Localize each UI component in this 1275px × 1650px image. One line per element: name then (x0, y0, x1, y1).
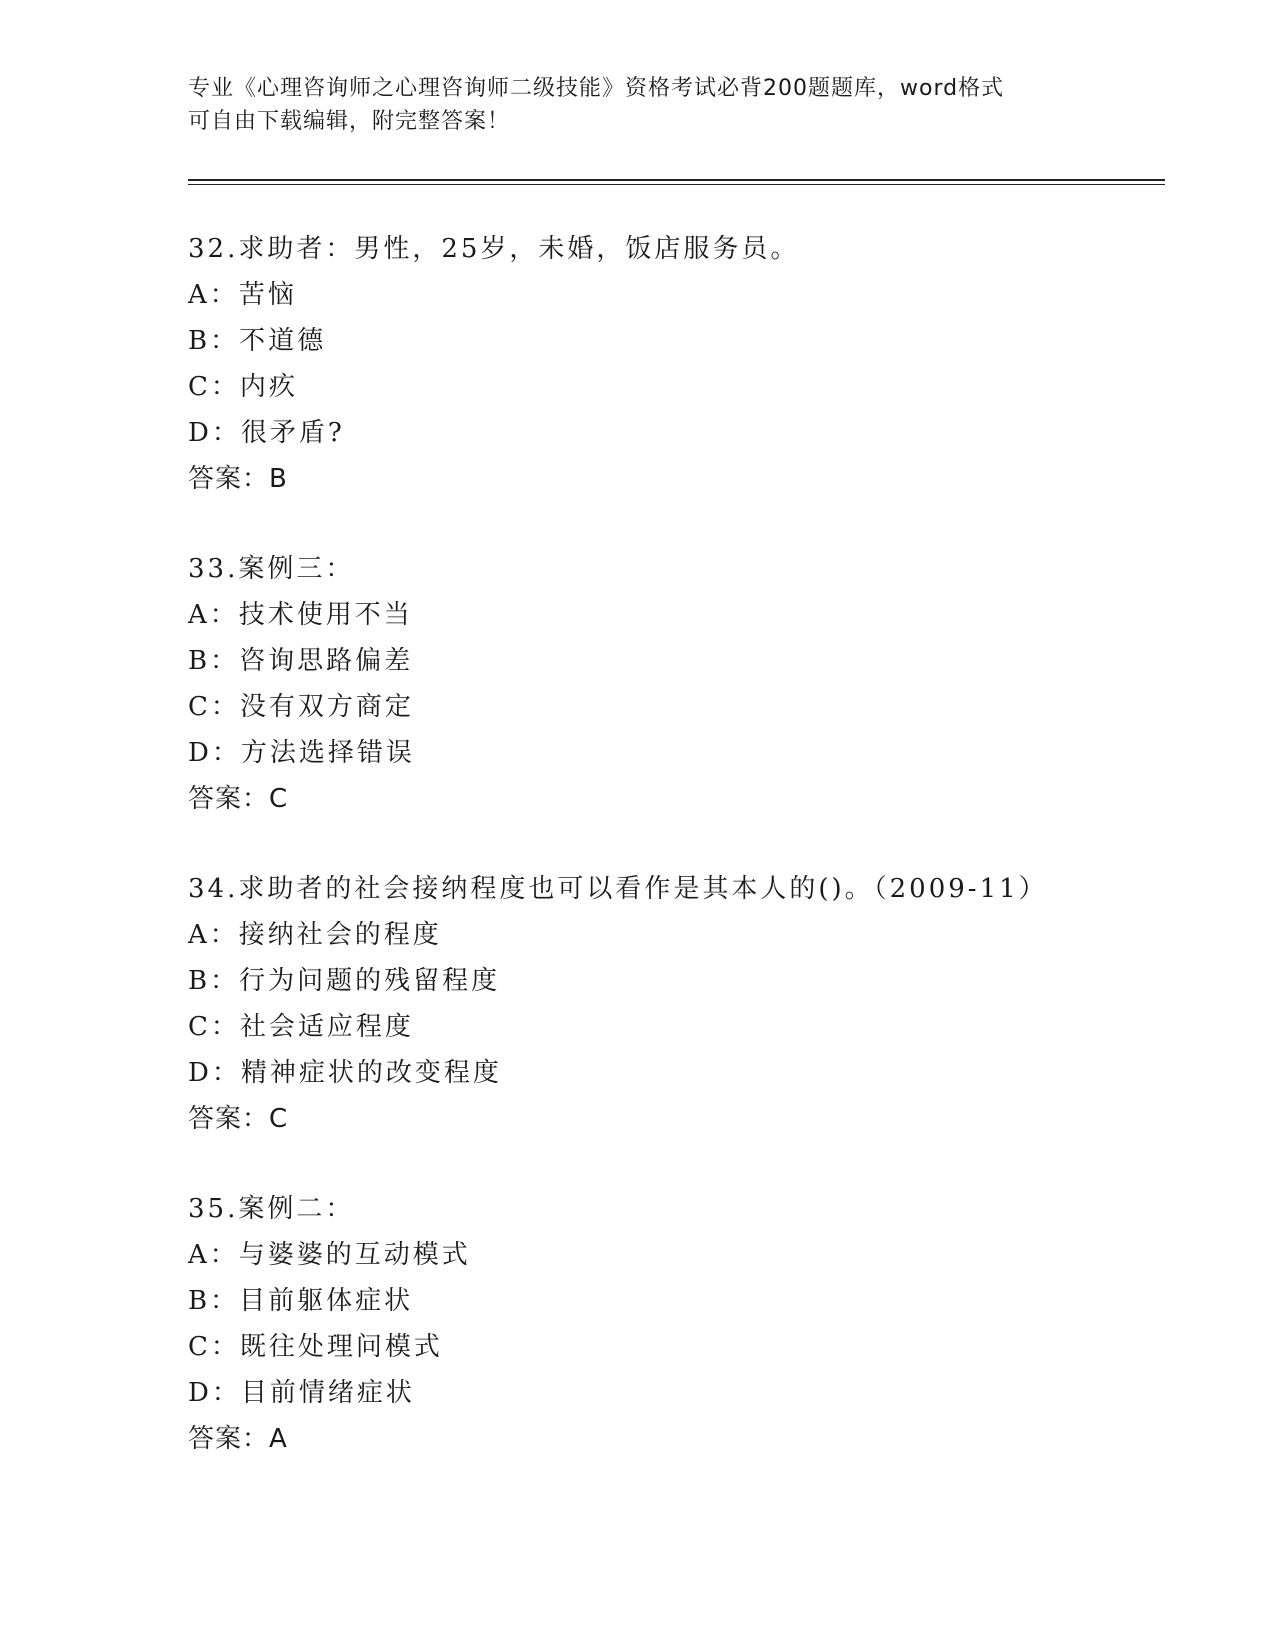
question-stem: 34.求助者的社会接纳程度也可以看作是其本人的()。（2009-11） (188, 874, 1048, 904)
question-block (188, 226, 1188, 502)
option-d: D：方法选择错误 (188, 738, 415, 768)
option-d: D：很矛盾? (188, 418, 345, 448)
option-b: B：咨询思路偏差 (188, 646, 414, 676)
header-line-2: 可自由下载编辑，附完整答案！ (188, 109, 511, 134)
option-d: D：目前情绪症状 (188, 1378, 415, 1408)
question-block (188, 866, 1188, 1142)
question-stem: 32.求助者：男性，25岁，未婚，饭店服务员。 (188, 234, 800, 264)
answer: 答案：A (188, 1424, 288, 1454)
option-a: A：与婆婆的互动模式 (188, 1240, 471, 1270)
question-block (188, 1186, 1188, 1462)
option-a: A：苦恼 (188, 280, 297, 310)
option-b: B：行为问题的残留程度 (188, 966, 501, 996)
question-block (188, 546, 1188, 822)
question-stem: 35.案例二： (188, 1194, 355, 1224)
document-header (188, 72, 1088, 138)
answer: 答案：C (188, 1104, 289, 1134)
header-line-1: 专业《心理咨询师之心理咨询师二级技能》资格考试必背200题题库，word格式 (188, 76, 1005, 101)
option-d: D：精神症状的改变程度 (188, 1058, 502, 1088)
option-c: C：社会适应程度 (188, 1012, 414, 1042)
option-c: C：没有双方商定 (188, 692, 414, 722)
option-c: C：内疚 (188, 372, 298, 402)
option-b: B：不道德 (188, 326, 327, 356)
question-stem: 33.案例三： (188, 554, 355, 584)
answer: 答案：B (188, 464, 288, 494)
answer: 答案：C (188, 784, 289, 814)
option-c: C：既往处理问模式 (188, 1332, 443, 1362)
option-b: B：目前躯体症状 (188, 1286, 414, 1316)
header-divider (188, 179, 1165, 185)
option-a: A：技术使用不当 (188, 600, 413, 630)
option-a: A：接纳社会的程度 (188, 920, 442, 950)
